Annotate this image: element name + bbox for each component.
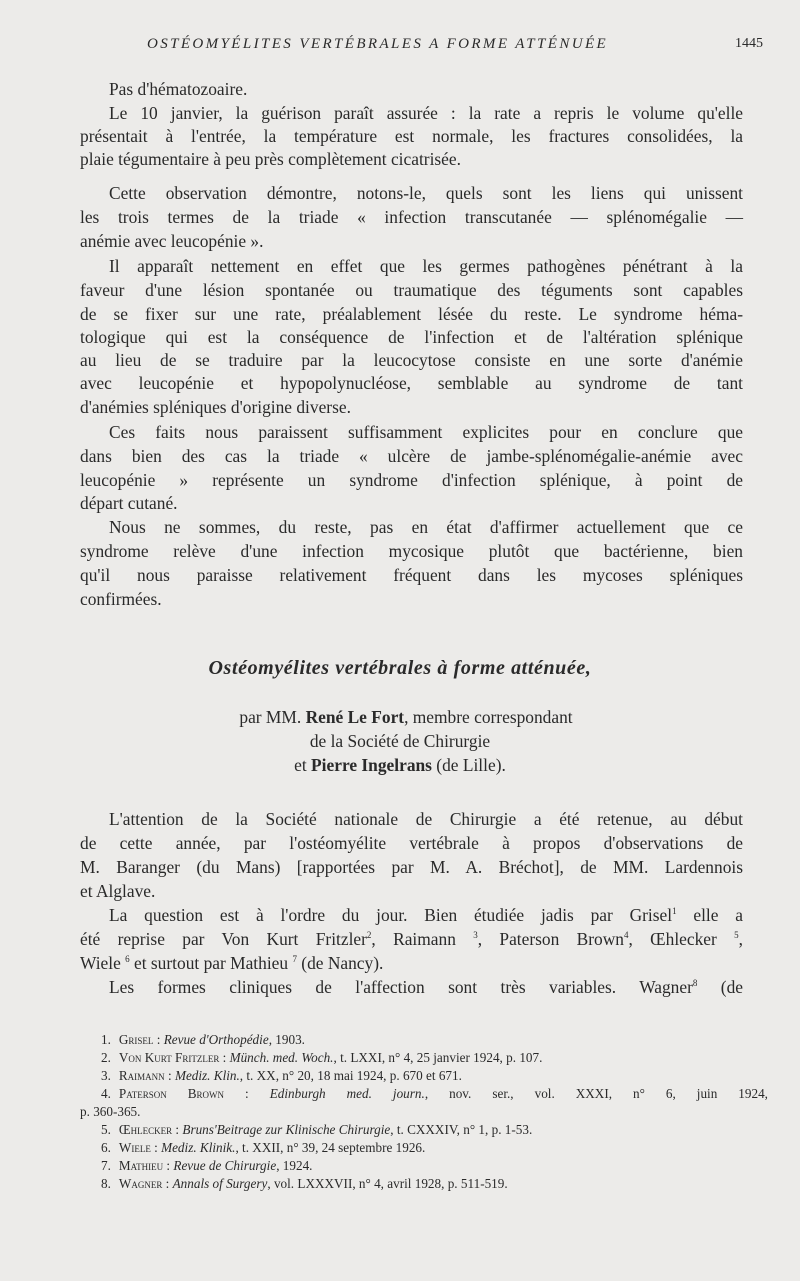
text-line: M. Baranger (du Mans) [rapportées par M. A. Bréchot], de MM. Lardennois [80, 857, 743, 877]
text-line: les trois termes de la triade « infection transcutanée — splénomégalie — [80, 207, 743, 227]
footnote-journal: Edinburgh med. journ. [269, 1086, 425, 1101]
text-line: confirmées. [80, 589, 162, 609]
footnote-line [101, 1031, 305, 1049]
footnote-number: 5. [101, 1122, 111, 1137]
footnote-ref: 7 [292, 954, 297, 965]
footnote-separator: : [150, 1140, 162, 1155]
text-line: leucopénie » représente un syndrome d'infection splénique, à point de [80, 470, 743, 490]
footnote-details: , 1903. [268, 1032, 305, 1047]
footnote-author: Wiele [118, 1140, 151, 1155]
text-run: La question est à l'ordre du jour. Bien étudiée jadis par Grisel [109, 905, 673, 925]
text-line: syndrome relève d'une infection mycosique plutôt que bactérienne, bien [80, 541, 743, 561]
text-line: anémie avec leucopénie ». [80, 231, 264, 251]
text-line: Il apparaît nettement en effet que les germes pathogènes pénétrant à la [109, 256, 743, 276]
footnote-ref: 2 [366, 930, 372, 941]
footnote-author: Grisel [118, 1032, 154, 1047]
footnote-line [101, 1139, 425, 1157]
text-run: , [738, 929, 743, 949]
footnote-separator: : [153, 1032, 164, 1047]
footnote-journal: Revue de Chirurgie [173, 1158, 277, 1173]
footnote-number: 3. [101, 1068, 111, 1083]
text-line: avec leucopénie et hypopolynucléose, semblable au syndrome de tant [80, 373, 743, 393]
footnote-author: Œhlecker [118, 1122, 173, 1137]
text-line [80, 951, 383, 975]
footnote-journal: Mediz. Klin. [174, 1068, 240, 1083]
footnote-line [101, 1085, 768, 1103]
text-line: faveur d'une lésion spontanée ou traumatique des téguments sont capables [80, 280, 743, 300]
text-line: Pas d'hématozoaire. [109, 79, 248, 99]
text-line: au lieu de se traduire par la leucocytose consiste en une sorte d'anémie [80, 350, 743, 370]
footnote-separator: : [224, 1086, 270, 1101]
footnote-author: Paterson Brown [118, 1086, 225, 1101]
byline-text: (de Lille). [431, 755, 506, 775]
text-line: de se fixer sur une rate, préalablement lésée du reste. Le syndrome héma- [80, 304, 743, 324]
byline: de la Société de Chirurgie [309, 731, 491, 751]
text-line: dans bien des cas la triade « ulcère de jambe-splénomégalie-anémie avec [80, 446, 743, 466]
footnote-author: Raimann [118, 1068, 165, 1083]
running-title: OSTÉOMYÉLITES VERTÉBRALES A FORME ATTÉNUÉE [147, 36, 609, 52]
footnote-separator: : [162, 1176, 173, 1191]
text-run: (de Nancy). [296, 953, 384, 973]
text-line [80, 927, 743, 951]
footnote-line [101, 1067, 462, 1085]
footnote-number: 6. [101, 1140, 111, 1155]
footnote-separator: : [219, 1050, 230, 1065]
byline [0, 753, 800, 777]
text-line: Nous ne sommes, du reste, pas en état d'affirmer actuellement que ce [109, 517, 743, 537]
byline-text: , membre correspondant [404, 707, 573, 727]
text-line [109, 975, 743, 999]
footnote-details: , t. CXXXIV, n° 1, p. 1-53. [390, 1122, 533, 1137]
text-line [109, 903, 743, 927]
text-run: , Œhlecker [628, 929, 735, 949]
footnote-author: Von Kurt Fritzler [118, 1050, 220, 1065]
footnote-details: p. 360-365. [80, 1104, 141, 1119]
text-line: Le 10 janvier, la guérison paraît assurée : la rate a repris le volume qu'elle [109, 103, 743, 123]
byline [0, 705, 800, 729]
footnote-line [80, 1103, 140, 1121]
footnote-number: 8. [101, 1176, 111, 1191]
running-head [0, 36, 800, 58]
footnote-details: , t. LXXI, n° 4, 25 janvier 1924, p. 107. [333, 1050, 543, 1065]
text-run: , Paterson Brown [477, 929, 624, 949]
footnote-ref: 3 [473, 930, 478, 941]
footnote-ref: 5 [734, 930, 739, 941]
text-line: présentait à l'entrée, la température est normale, les fractures consolidées, la [80, 126, 743, 146]
footnote-details: , t. XX, n° 20, 18 mai 1924, p. 670 et 671. [239, 1068, 462, 1083]
text-run: Les formes cliniques de l'affection sont très variables. Wagner [109, 977, 693, 997]
text-run: elle a [676, 905, 743, 925]
text-line: Ces faits nous paraissent suffisamment explicites pour en conclure que [109, 422, 743, 442]
text-run: , Raimann [371, 929, 474, 949]
text-line: qu'il nous paraisse relativement fréquent dans les mycoses spléniques [80, 565, 743, 585]
footnote-ref: 8 [692, 978, 698, 989]
footnote-line [101, 1121, 532, 1139]
text-line: et Alglave. [80, 881, 156, 901]
footnote-number: 2. [101, 1050, 111, 1065]
footnote-line [101, 1157, 312, 1175]
footnote-separator: : [172, 1122, 183, 1137]
footnote-details: , nov. ser., vol. XXXI, n° 6, juin 1924, [424, 1086, 768, 1101]
footnote-number: 1. [101, 1032, 111, 1047]
footnote-details: , 1924. [276, 1158, 313, 1173]
author-name: Pierre Ingelrans [311, 755, 432, 775]
footnote-details: , vol. LXXXVII, n° 4, avril 1928, p. 511-519. [267, 1176, 508, 1191]
footnote-number: 7. [101, 1158, 111, 1173]
footnote-ref: 4 [623, 930, 629, 941]
footnote-journal: Annals of Surgery [172, 1176, 268, 1191]
text-run: été reprise par Von Kurt Fritzler [80, 929, 367, 949]
text-run: (de [697, 977, 743, 997]
text-line: plaie tégumentaire à peu près complètement cicatrisée. [80, 149, 461, 169]
footnote-details: , t. XXII, n° 39, 24 septembre 1926. [235, 1140, 426, 1155]
text-run: Wiele [80, 953, 126, 973]
footnote-author: Wagner [118, 1176, 163, 1191]
page-number: 1445 [735, 36, 763, 51]
footnote-journal: Bruns'Beitrage zur Klinische Chirurgie [182, 1122, 391, 1137]
footnote-number: 4. [101, 1086, 111, 1101]
footnote-ref: 1 [672, 906, 677, 917]
footnote-separator: : [163, 1158, 174, 1173]
text-line: L'attention de la Société nationale de Chirurgie a été retenue, au début [109, 809, 743, 829]
footnote-separator: : [164, 1068, 175, 1083]
footnote-journal: Revue d'Orthopédie [163, 1032, 269, 1047]
byline-text: par MM. [239, 707, 306, 727]
text-line: tologique qui est la conséquence de l'infection et de l'altération splénique [80, 327, 743, 347]
footnote-journal: Mediz. Klinik. [161, 1140, 236, 1155]
text-run: et surtout par Mathieu [129, 953, 293, 973]
author-name: René Le Fort [305, 707, 405, 727]
text-line: départ cutané. [80, 493, 178, 513]
text-line: de cette année, par l'ostéomyélite vertébrale à propos d'observations de [80, 833, 743, 853]
text-line: d'anémies spléniques d'origine diverse. [80, 397, 351, 417]
footnote-author: Mathieu [118, 1158, 164, 1173]
article-title: Ostéomyélites vertébrales à forme atténuée, [208, 657, 592, 679]
footnote-line [101, 1049, 542, 1067]
text-line: Cette observation démontre, notons-le, quels sont les liens qui unissent [109, 183, 743, 203]
footnote-journal: Münch. med. Woch. [229, 1050, 334, 1065]
byline-text: et [294, 755, 312, 775]
footnote-ref: 6 [125, 954, 130, 965]
footnote-line [101, 1175, 508, 1193]
